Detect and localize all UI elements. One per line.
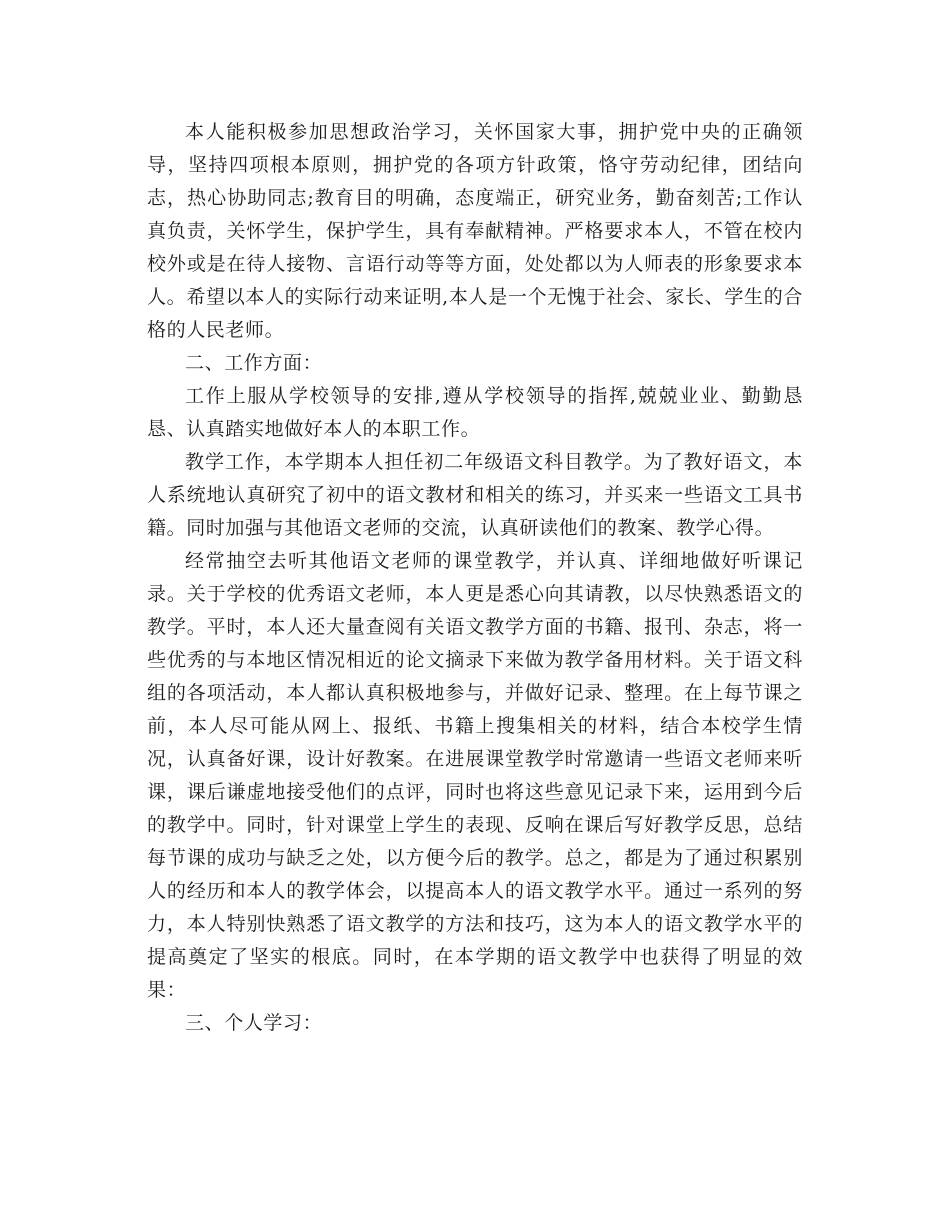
document-body <box>147 116 803 1040</box>
section-heading-personal-study: 三、个人学习： <box>185 1012 323 1034</box>
paragraph-political-study: 本人能积极参加思想政治学习，关怀国家大事，拥护党中央的正确领导，坚持四项根本原则，拥护党的各项方针政策，恪守劳动纪律，团结向志，热心协助同志;教育目的明确，态度端正，研究业务，勤奋刻苦;工作认真负责，关怀学生，保护学生，具有奉献精神。严格要求本人，不管在校内校外或是在待人接物、言语行动等等方面，处处都以为人师表的形象要求本人。希望以本人的实际行动来证明,本人是一个无愧于社会、家长、学生的合格的人民老师。 <box>147 121 803 341</box>
section-heading-work: 二、工作方面： <box>185 352 323 374</box>
paragraph-work-attitude: 工作上服从学校领导的安排,遵从学校领导的指挥,兢兢业业、勤勤恳恳、认真踏实地做好本人的本职工作。 <box>147 385 803 440</box>
paragraph-lesson-observation: 经常抽空去听其他语文老师的课堂教学，并认真、详细地做好听课记录。关于学校的优秀语文老师，本人更是悉心向其请教，以尽快熟悉语文的教学。平时，本人还大量查阅有关语文教学方面的书籍、报刊、杂志，将一些优秀的与本地区情况相近的论文摘录下来做为教学备用材料。关于语文科组的各项活动，本人都认真积极地参与，并做好记录、整理。在上每节课之前，本人尽可能从网上、报纸、书籍上搜集相关的材料，结合本校学生情况，认真备好课，设计好教案。在进展课堂教学时常邀请一些语文老师来听课，课后谦虚地接受他们的点评，同时也将这些意见记录下来，运用到今后的教学中。同时，针对课堂上学生的表现、反响在课后写好教学反思，总结每节课的成功与缺乏之处，以方便今后的教学。总之，都是为了通过积累别人的经历和本人的教学体会，以提高本人的语文教学水平。通过一系列的努力，本人特别快熟悉了语文教学的方法和技巧，这为本人的语文教学水平的提高奠定了坚实的根底。同时，在本学期的语文教学中也获得了明显的效果： <box>147 550 803 1001</box>
paragraph-teaching-work: 教学工作，本学期本人担任初二年级语文科目教学。为了教好语文，本人系统地认真研究了初中的语文教材和相关的练习，并买来一些语文工具书籍。同时加强与其他语文老师的交流，认真研读他们的教案、教学心得。 <box>147 451 803 539</box>
